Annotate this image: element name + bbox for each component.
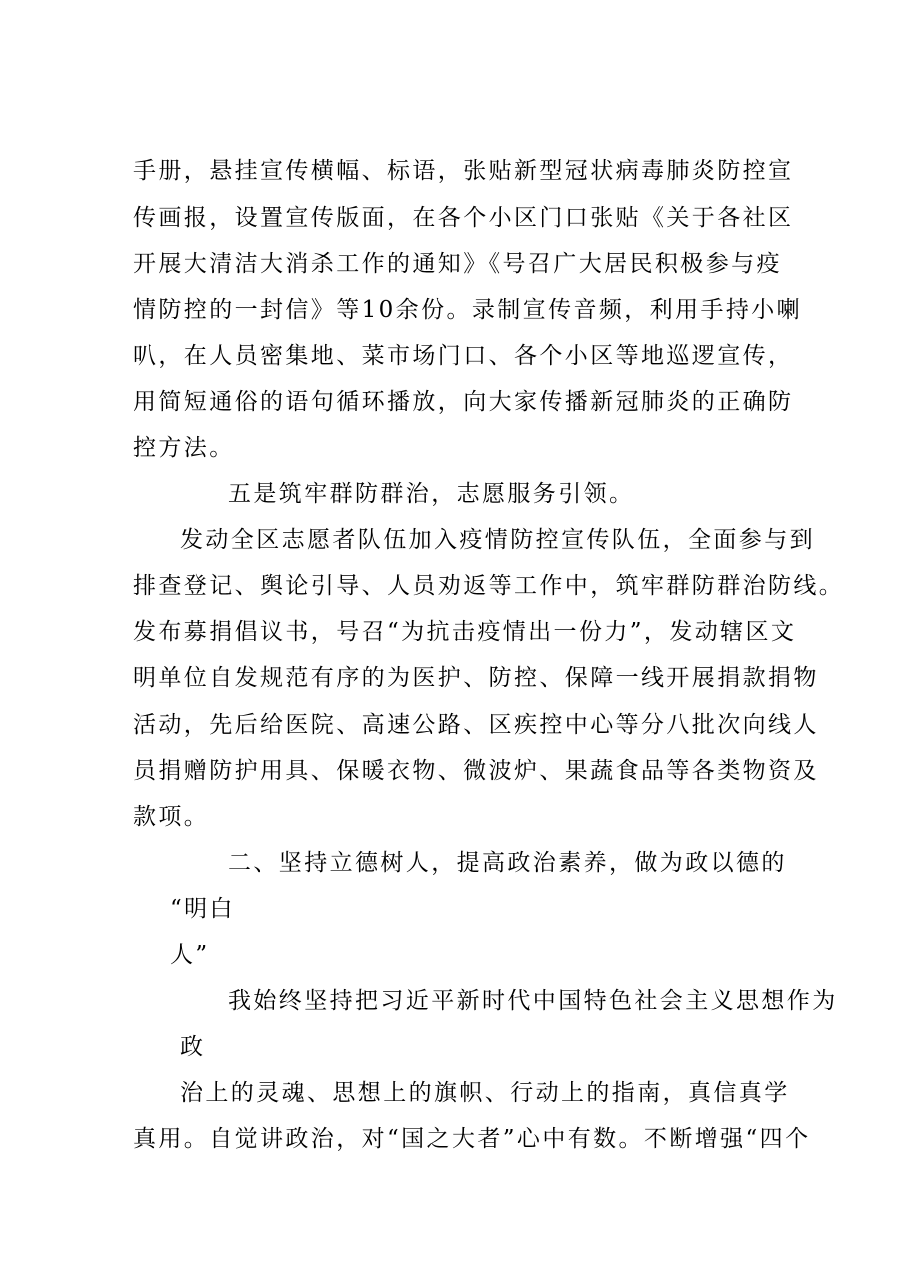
text-line-19: 我始终坚持把习近平新时代中国特色社会主义思想作为	[228, 988, 838, 1014]
text-line-11: 发布募捐倡议书，号召“为抗击疫情出一份力”，发动辖区文	[133, 619, 797, 645]
section-heading-two-cont-1: “明白	[170, 896, 235, 922]
text-line-4: 情防控的一封信》等10余份。录制宣传音频，利用手持小喇	[133, 297, 803, 323]
text-line-12: 明单位自发规范有序的为医护、防控、保障一线开展捐款捐物	[133, 665, 819, 691]
text-line-14: 员捐赠防护用具、保暖衣物、微波炉、果蔬食品等各类物资及	[133, 758, 819, 784]
text-line-21: 治上的灵魂、思想上的旗帜、行动上的指南，真信真学	[180, 1080, 790, 1106]
text-line-13: 活动，先后给医院、高速公路、区疾控中心等分八批次向线人	[133, 712, 819, 738]
section-heading-two: 二、坚持立德树人，提高政治素养，做为政以德的	[228, 850, 787, 876]
text-line-15: 款项。	[133, 804, 210, 830]
text-line-2: 传画报，设置宣传版面，在各个小区门口张贴《关于各社区	[133, 205, 794, 231]
text-line-1: 手册，悬挂宣传横幅、标语，张贴新型冠状病毒肺炎防控宣	[133, 158, 794, 184]
section-heading-five: 五是筑牢群防群治，志愿服务引领。	[228, 481, 635, 507]
text-line-7: 控方法。	[133, 435, 235, 461]
text-line-20: 政	[180, 1034, 206, 1060]
text-line-5: 叭，在人员密集地、菜市场门口、各个小区等地巡逻宣传，	[133, 343, 794, 369]
text-line-9: 发动全区志愿者队伍加入疫情防控宣传队伍，全面参与到	[180, 527, 815, 553]
text-line-6: 用简短通俗的语句循环播放，向大家传播新冠肺炎的正确防	[133, 389, 794, 415]
section-heading-two-cont-2: 人”	[170, 942, 210, 968]
text-line-3: 开展大清洁大消杀工作的通知》《号召广大居民积极参与疫	[133, 251, 782, 277]
text-line-10: 排查登记、舆论引导、人员劝返等工作中，筑牢群防群治防线。	[133, 573, 845, 599]
text-line-22: 真用。自觉讲政治，对“国之大者”心中有数。不断增强“四个	[133, 1126, 811, 1152]
